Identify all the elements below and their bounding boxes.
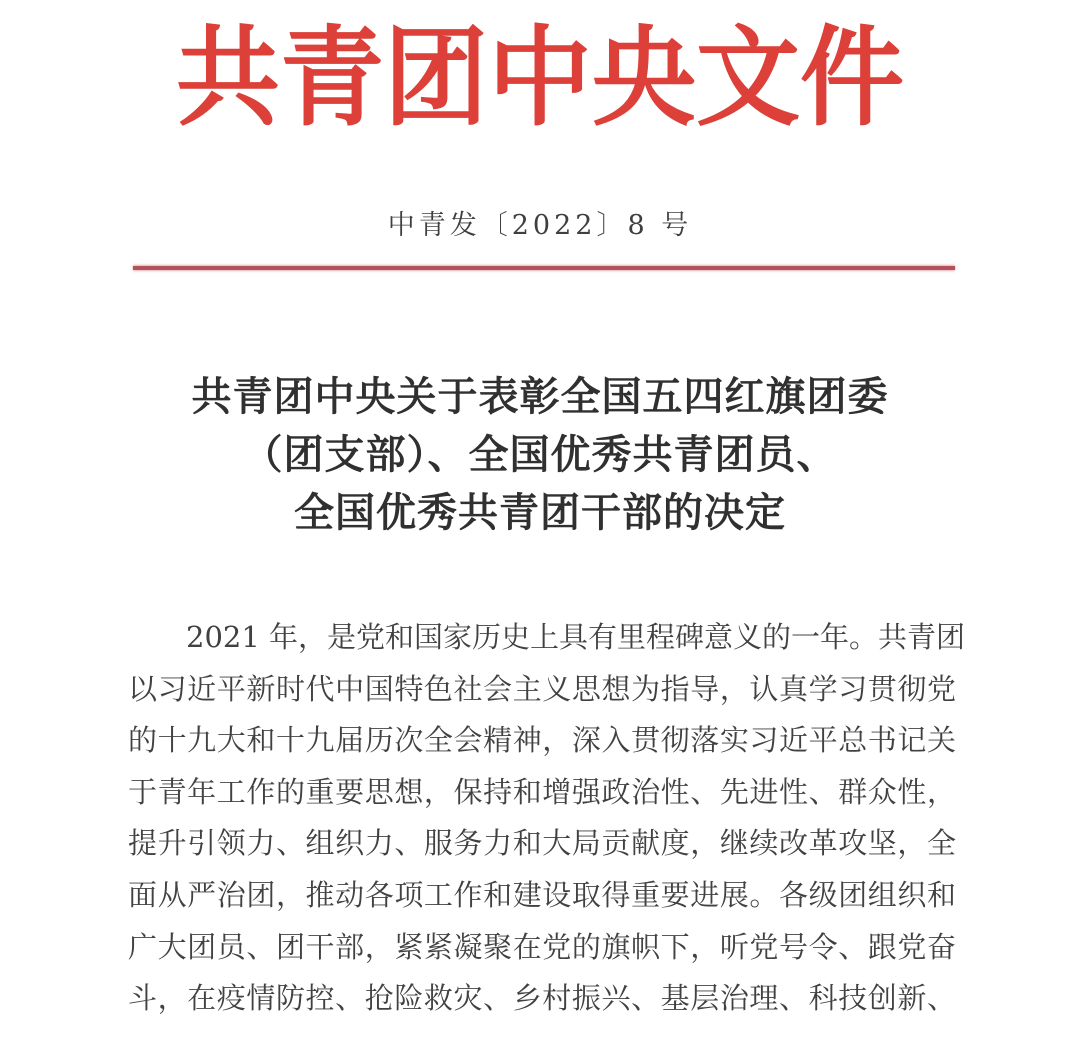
document-header: 共青团中央文件 [175,13,904,142]
red-divider [133,266,955,270]
body-line: 2021 年，是党和国家历史上具有里程碑意义的一年。共青团 [186,620,966,654]
body-line: 以习近平新时代中国特色社会主义思想为指导，认真学习贯彻党 [128,671,956,706]
document-number: 中青发〔2022〕8 号 [387,210,693,241]
document-title [0,368,1080,542]
document-body [128,612,966,1025]
body-line: 面从严治团，推动各项工作和建设取得重要进展。各级团组织和 [128,877,956,912]
body-line: 斗，在疫情防控、抢险救灾、乡村振兴、基层治理、科技创新、 [128,981,956,1016]
document-title-line-2: （团支部）、全国优秀共青团员、 [242,431,838,478]
body-line: 广大团员、团干部，紧紧凝聚在党的旗帜下，听党号令、跟党奋 [128,929,956,964]
document-title-line-3: 全国优秀共青团干部的决定 [294,489,786,536]
body-line: 提升引领力、组织力、服务力和大局贡献度，继续改革攻坚，全 [128,826,956,861]
body-line: 的十九大和十九届历次全会精神，深入贯彻落实习近平总书记关 [128,723,956,758]
document-title-line-1: 共青团中央关于表彰全国五四红旗团委 [191,373,889,420]
body-line: 于青年工作的重要思想，保持和增强政治性、先进性、群众性， [128,774,956,809]
